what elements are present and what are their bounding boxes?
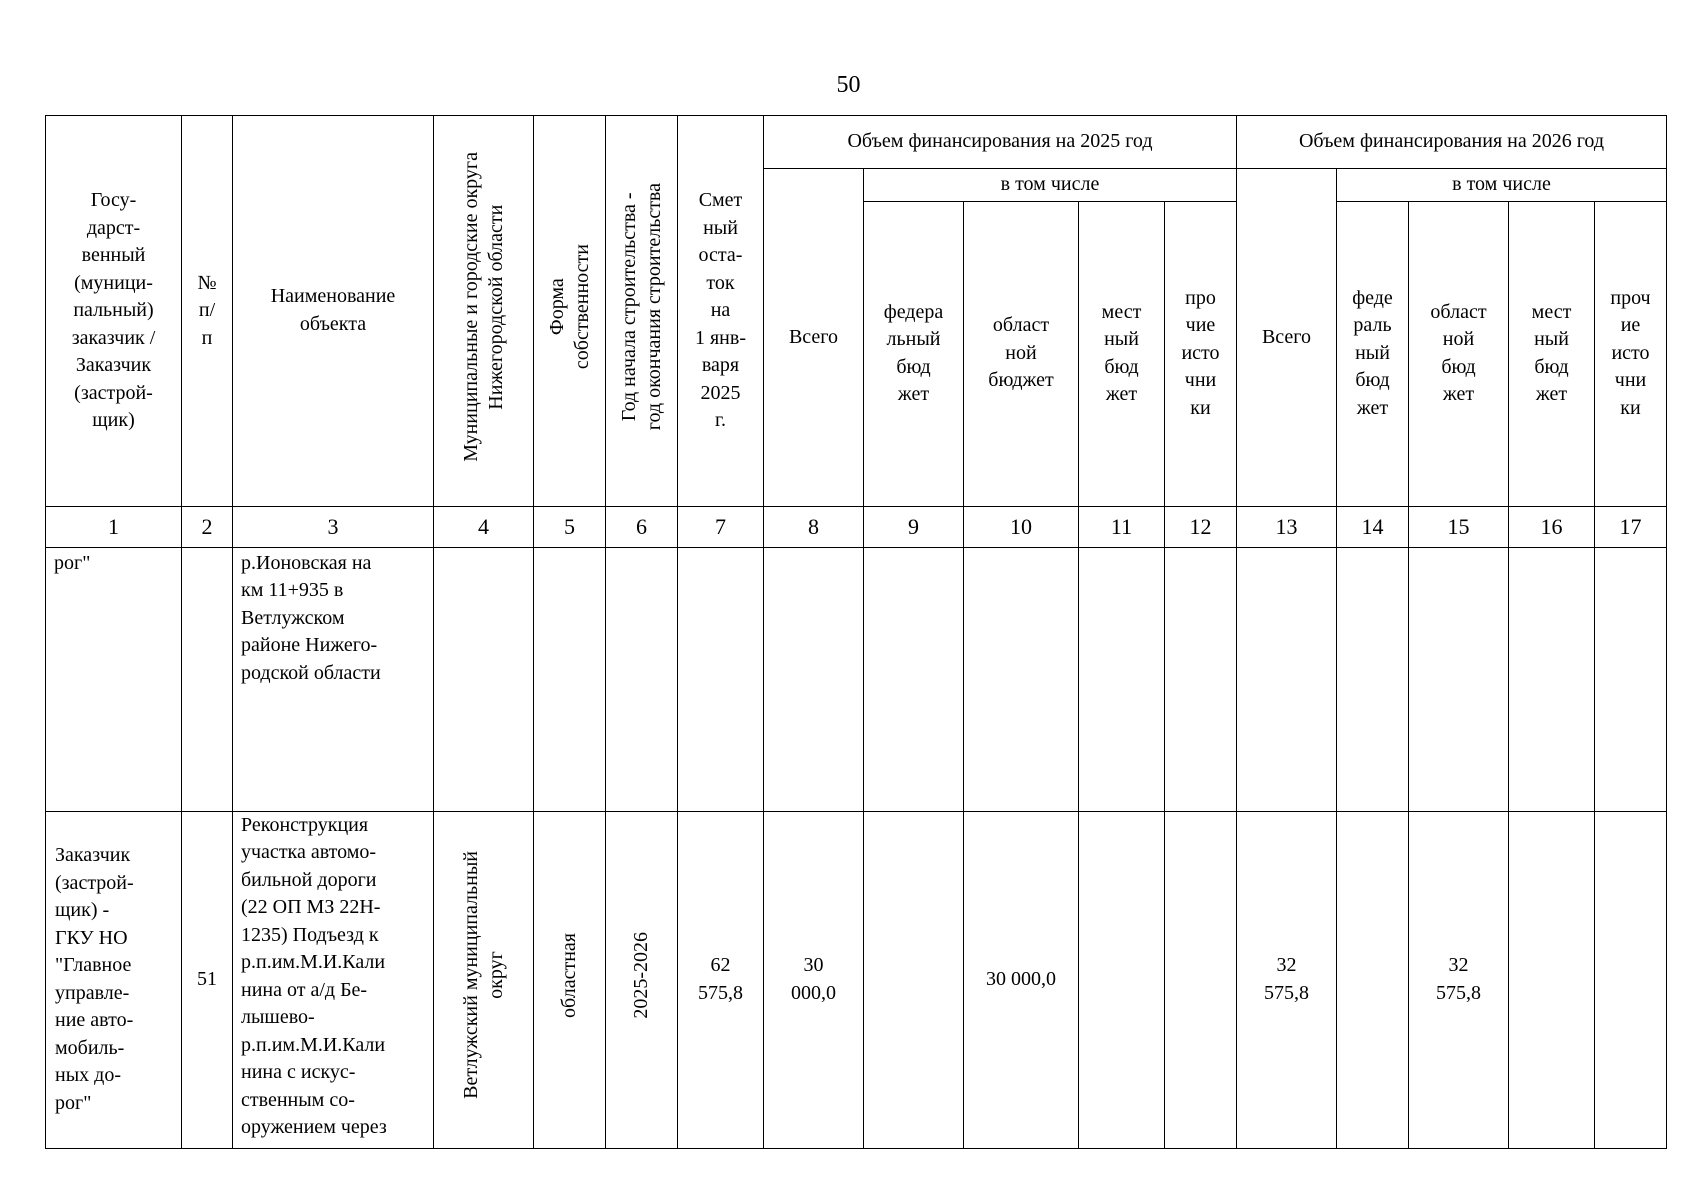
page-number: 50: [836, 72, 861, 98]
row-object-name: Реконструкция участка автомо- бильной дороги (22 ОП МЗ 22Н- 1235) Подъезд к р.п.им.М.И.Кали нина от а/д Бе- лышево- р.п.им.М.И.Кали нина с искус- ственным со- оружением через: [233, 811, 434, 1148]
column-number: 16: [1509, 506, 1595, 547]
header-remainder: Смет ный оста- ток на 1 янв- варя 2025 г.: [678, 116, 764, 507]
empty-cell: [1409, 547, 1509, 811]
empty-cell: [1509, 547, 1595, 811]
empty-cell: [1165, 547, 1237, 811]
row-regional-2026: 32 575,8: [1409, 811, 1509, 1148]
column-number: 14: [1337, 506, 1409, 547]
row-total-2026: 32 575,8: [1237, 811, 1337, 1148]
row-other-2026: [1595, 811, 1667, 1148]
empty-cell: [964, 547, 1079, 811]
header-financing-2026: Объем финансирования на 2026 год: [1237, 116, 1667, 169]
column-number: 1: [46, 506, 182, 547]
header-ownership: Форма собственности: [545, 243, 593, 370]
empty-cell: [678, 547, 764, 811]
column-number: 3: [233, 506, 434, 547]
header-local-2026: мест ный бюд жет: [1509, 201, 1595, 506]
header-district: Муниципальные и городские округа Нижегородской области: [459, 151, 507, 462]
column-number: 12: [1165, 506, 1237, 547]
header-financing-2025: Объем финансирования на 2025 год: [764, 116, 1237, 169]
row-ownership: областная: [558, 932, 580, 1018]
row-local-2026: [1509, 811, 1595, 1148]
column-number: 7: [678, 506, 764, 547]
header-number: № п/ п: [182, 116, 233, 507]
row-number: 51: [182, 811, 233, 1148]
header-federal-2025: федера льный бюд жет: [864, 201, 964, 506]
investment-table: [45, 115, 1667, 1149]
row-federal-2026: [1337, 811, 1409, 1148]
table-row: [46, 811, 1667, 1148]
row-years-cell: [606, 811, 678, 1148]
row-object-name: р.Ионовская на км 11+935 в Ветлужском районе Нижего- родской области: [233, 547, 434, 811]
column-number: 2: [182, 506, 233, 547]
row-total-2025: 30 000,0: [764, 811, 864, 1148]
column-number: 17: [1595, 506, 1667, 547]
header-years: Год начала строительства - год окончания строительства: [617, 182, 665, 431]
header-other-2026: проч ие исто чни ки: [1595, 201, 1667, 506]
empty-cell: [764, 547, 864, 811]
column-number: 8: [764, 506, 864, 547]
header-regional-2026: област ной бюд жет: [1409, 201, 1509, 506]
column-number: 15: [1409, 506, 1509, 547]
row-customer: Заказчик (застрой- щик) - ГКУ НО "Главное управле- ние авто- мобиль- ных до- рог": [46, 811, 182, 1148]
header-including-2026: в том числе: [1337, 169, 1667, 202]
empty-cell: [1079, 547, 1165, 811]
row-remainder: 62 575,8: [678, 811, 764, 1148]
row-district-cell: [434, 811, 534, 1148]
column-number: 6: [606, 506, 678, 547]
header-total-2026: Всего: [1237, 169, 1337, 507]
row-district: Ветлужский муниципальный округ: [459, 851, 507, 1100]
header-total-2025: Всего: [764, 169, 864, 507]
column-number: 13: [1237, 506, 1337, 547]
column-number: 10: [964, 506, 1079, 547]
row-years: 2025-2026: [630, 931, 652, 1019]
empty-cell: [606, 547, 678, 811]
row-customer: рог": [46, 547, 182, 811]
row-number: [182, 547, 233, 811]
empty-cell: [434, 547, 534, 811]
column-number: 9: [864, 506, 964, 547]
header-years-cell: [606, 116, 678, 507]
column-number: 11: [1079, 506, 1165, 547]
empty-cell: [1237, 547, 1337, 811]
empty-cell: [864, 547, 964, 811]
row-other-2025: [1165, 811, 1237, 1148]
header-federal-2026: феде раль ный бюд жет: [1337, 201, 1409, 506]
empty-cell: [534, 547, 606, 811]
header-object-name: Наименование объекта: [233, 116, 434, 507]
header-regional-2025: област ной бюджет: [964, 201, 1079, 506]
row-ownership-cell: [534, 811, 606, 1148]
row-regional-2025: 30 000,0: [964, 811, 1079, 1148]
column-number: 4: [434, 506, 534, 547]
row-local-2025: [1079, 811, 1165, 1148]
empty-cell: [1337, 547, 1409, 811]
row-federal-2025: [864, 811, 964, 1148]
header-customer: Госу- дарст- венный (муници- пальный) заказчик / Заказчик (застрой- щик): [46, 116, 182, 507]
header-other-2025: про чие исто чни ки: [1165, 201, 1237, 506]
header-local-2025: мест ный бюд жет: [1079, 201, 1165, 506]
header-district-cell: [434, 116, 534, 507]
table-row: [46, 547, 1667, 811]
header-ownership-cell: [534, 116, 606, 507]
header-including-2025: в том числе: [864, 169, 1237, 202]
empty-cell: [1595, 547, 1667, 811]
column-number: 5: [534, 506, 606, 547]
